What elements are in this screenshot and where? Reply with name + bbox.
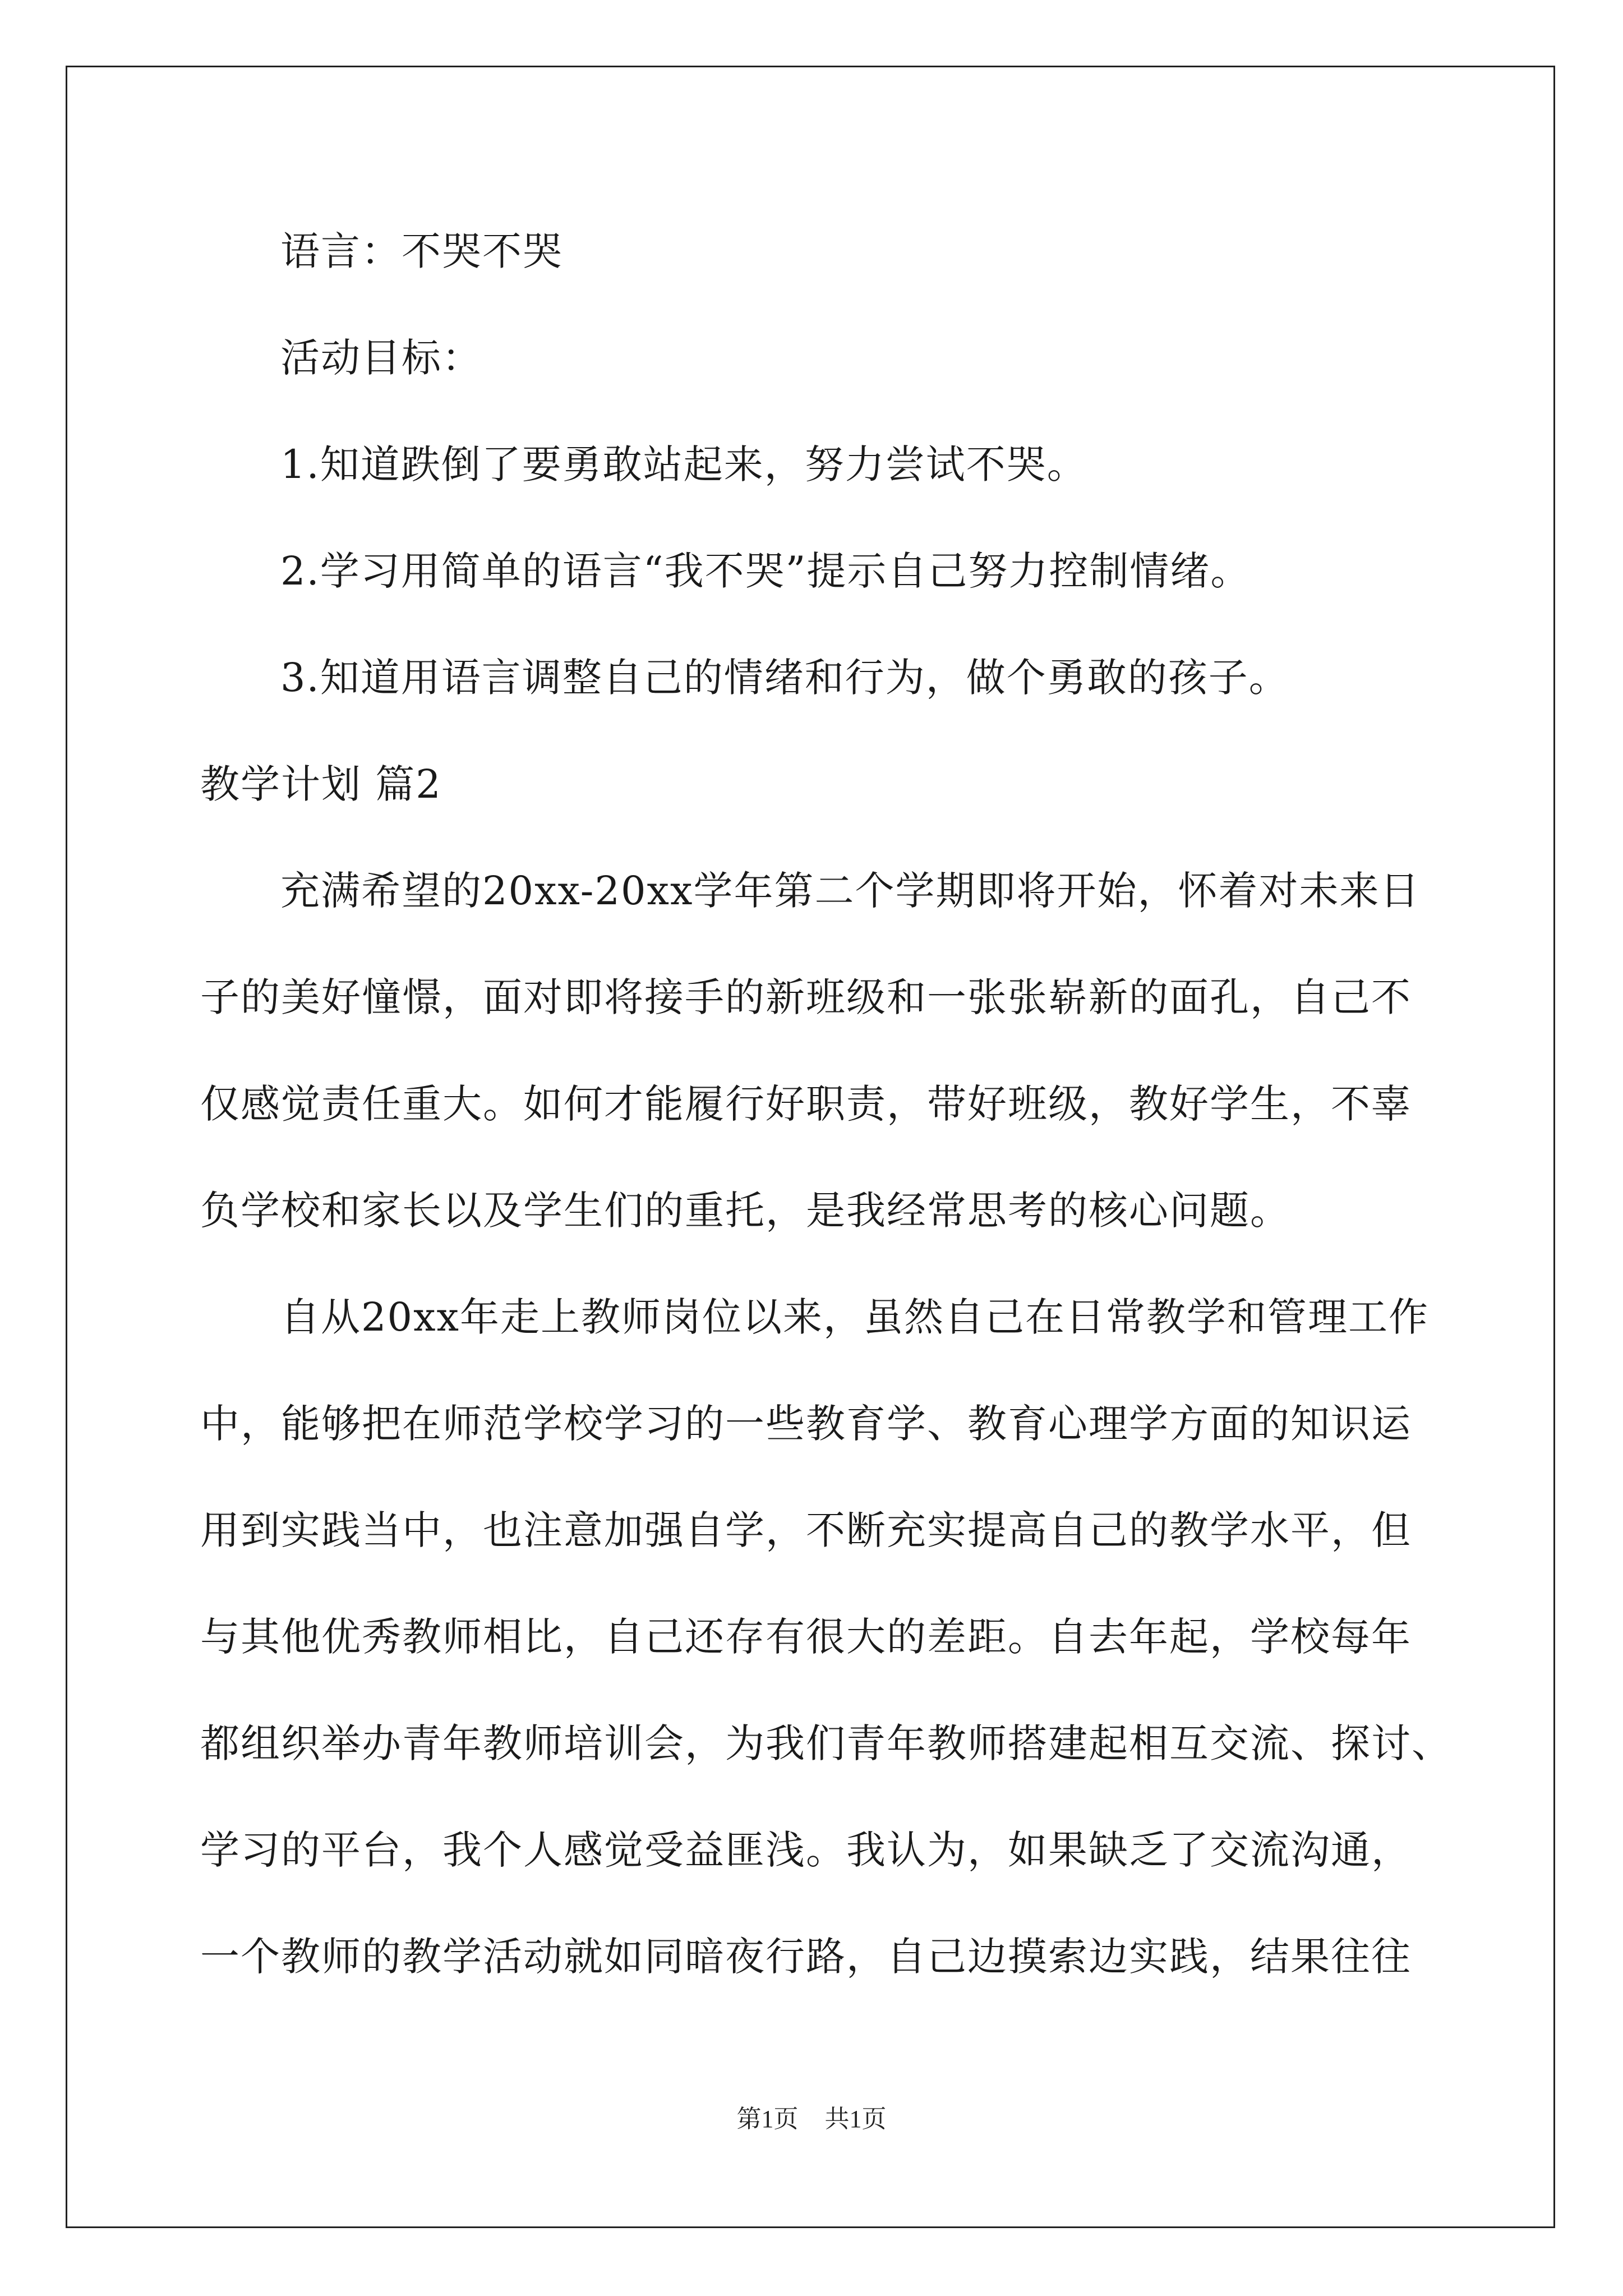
paragraph-line: 仅感觉责任重大。如何才能履行好职责，带好班级，教好学生，不辜 xyxy=(200,1081,1412,1127)
goal-item: 1.知道跌倒了要勇敢站起来，努力尝试不哭。 xyxy=(280,441,1087,487)
section-title: 教学计划 篇2 xyxy=(200,761,442,807)
page-footer xyxy=(0,2102,1623,2136)
page-total: 共1页 xyxy=(824,2105,887,2133)
section-heading: 语言：不哭不哭 xyxy=(280,228,563,274)
page-number: 第1页 xyxy=(736,2105,799,2133)
paragraph-line: 中，能够把在师范学校学习的一些教育学、教育心理学方面的知识运 xyxy=(200,1401,1412,1447)
goals-label: 活动目标： xyxy=(280,335,482,381)
paragraph-line: 都组织举办青年教师培训会，为我们青年教师搭建起相互交流、探讨、 xyxy=(200,1720,1452,1766)
paragraph-line: 子的美好憧憬，面对即将接手的新班级和一张张崭新的面孔，自己不 xyxy=(200,974,1412,1020)
paragraph-line: 自从20xx年走上教师岗位以来，虽然自己在日常教学和管理工作 xyxy=(280,1294,1430,1340)
paragraph-line: 用到实践当中，也注意加强自学，不断充实提高自己的教学水平，但 xyxy=(200,1507,1412,1553)
paragraph-line: 学习的平台，我个人感觉受益匪浅。我认为，如果缺乏了交流沟通， xyxy=(200,1827,1412,1873)
paragraph-line: 与其他优秀教师相比，自己还存有很大的差距。自去年起，学校每年 xyxy=(200,1614,1412,1660)
page-border xyxy=(66,66,1555,2228)
paragraph-line: 一个教师的教学活动就如同暗夜行路，自己边摸索边实践，结果往往 xyxy=(200,1934,1412,1980)
goal-item: 3.知道用语言调整自己的情绪和行为，做个勇敢的孩子。 xyxy=(280,655,1289,701)
goal-item: 2.学习用简单的语言“我不哭”提示自己努力控制情绪。 xyxy=(280,548,1251,594)
paragraph-line: 充满希望的20xx-20xx学年第二个学期即将开始，怀着对未来日 xyxy=(280,868,1421,914)
paragraph-line: 负学校和家长以及学生们的重托，是我经常思考的核心问题。 xyxy=(200,1188,1290,1234)
